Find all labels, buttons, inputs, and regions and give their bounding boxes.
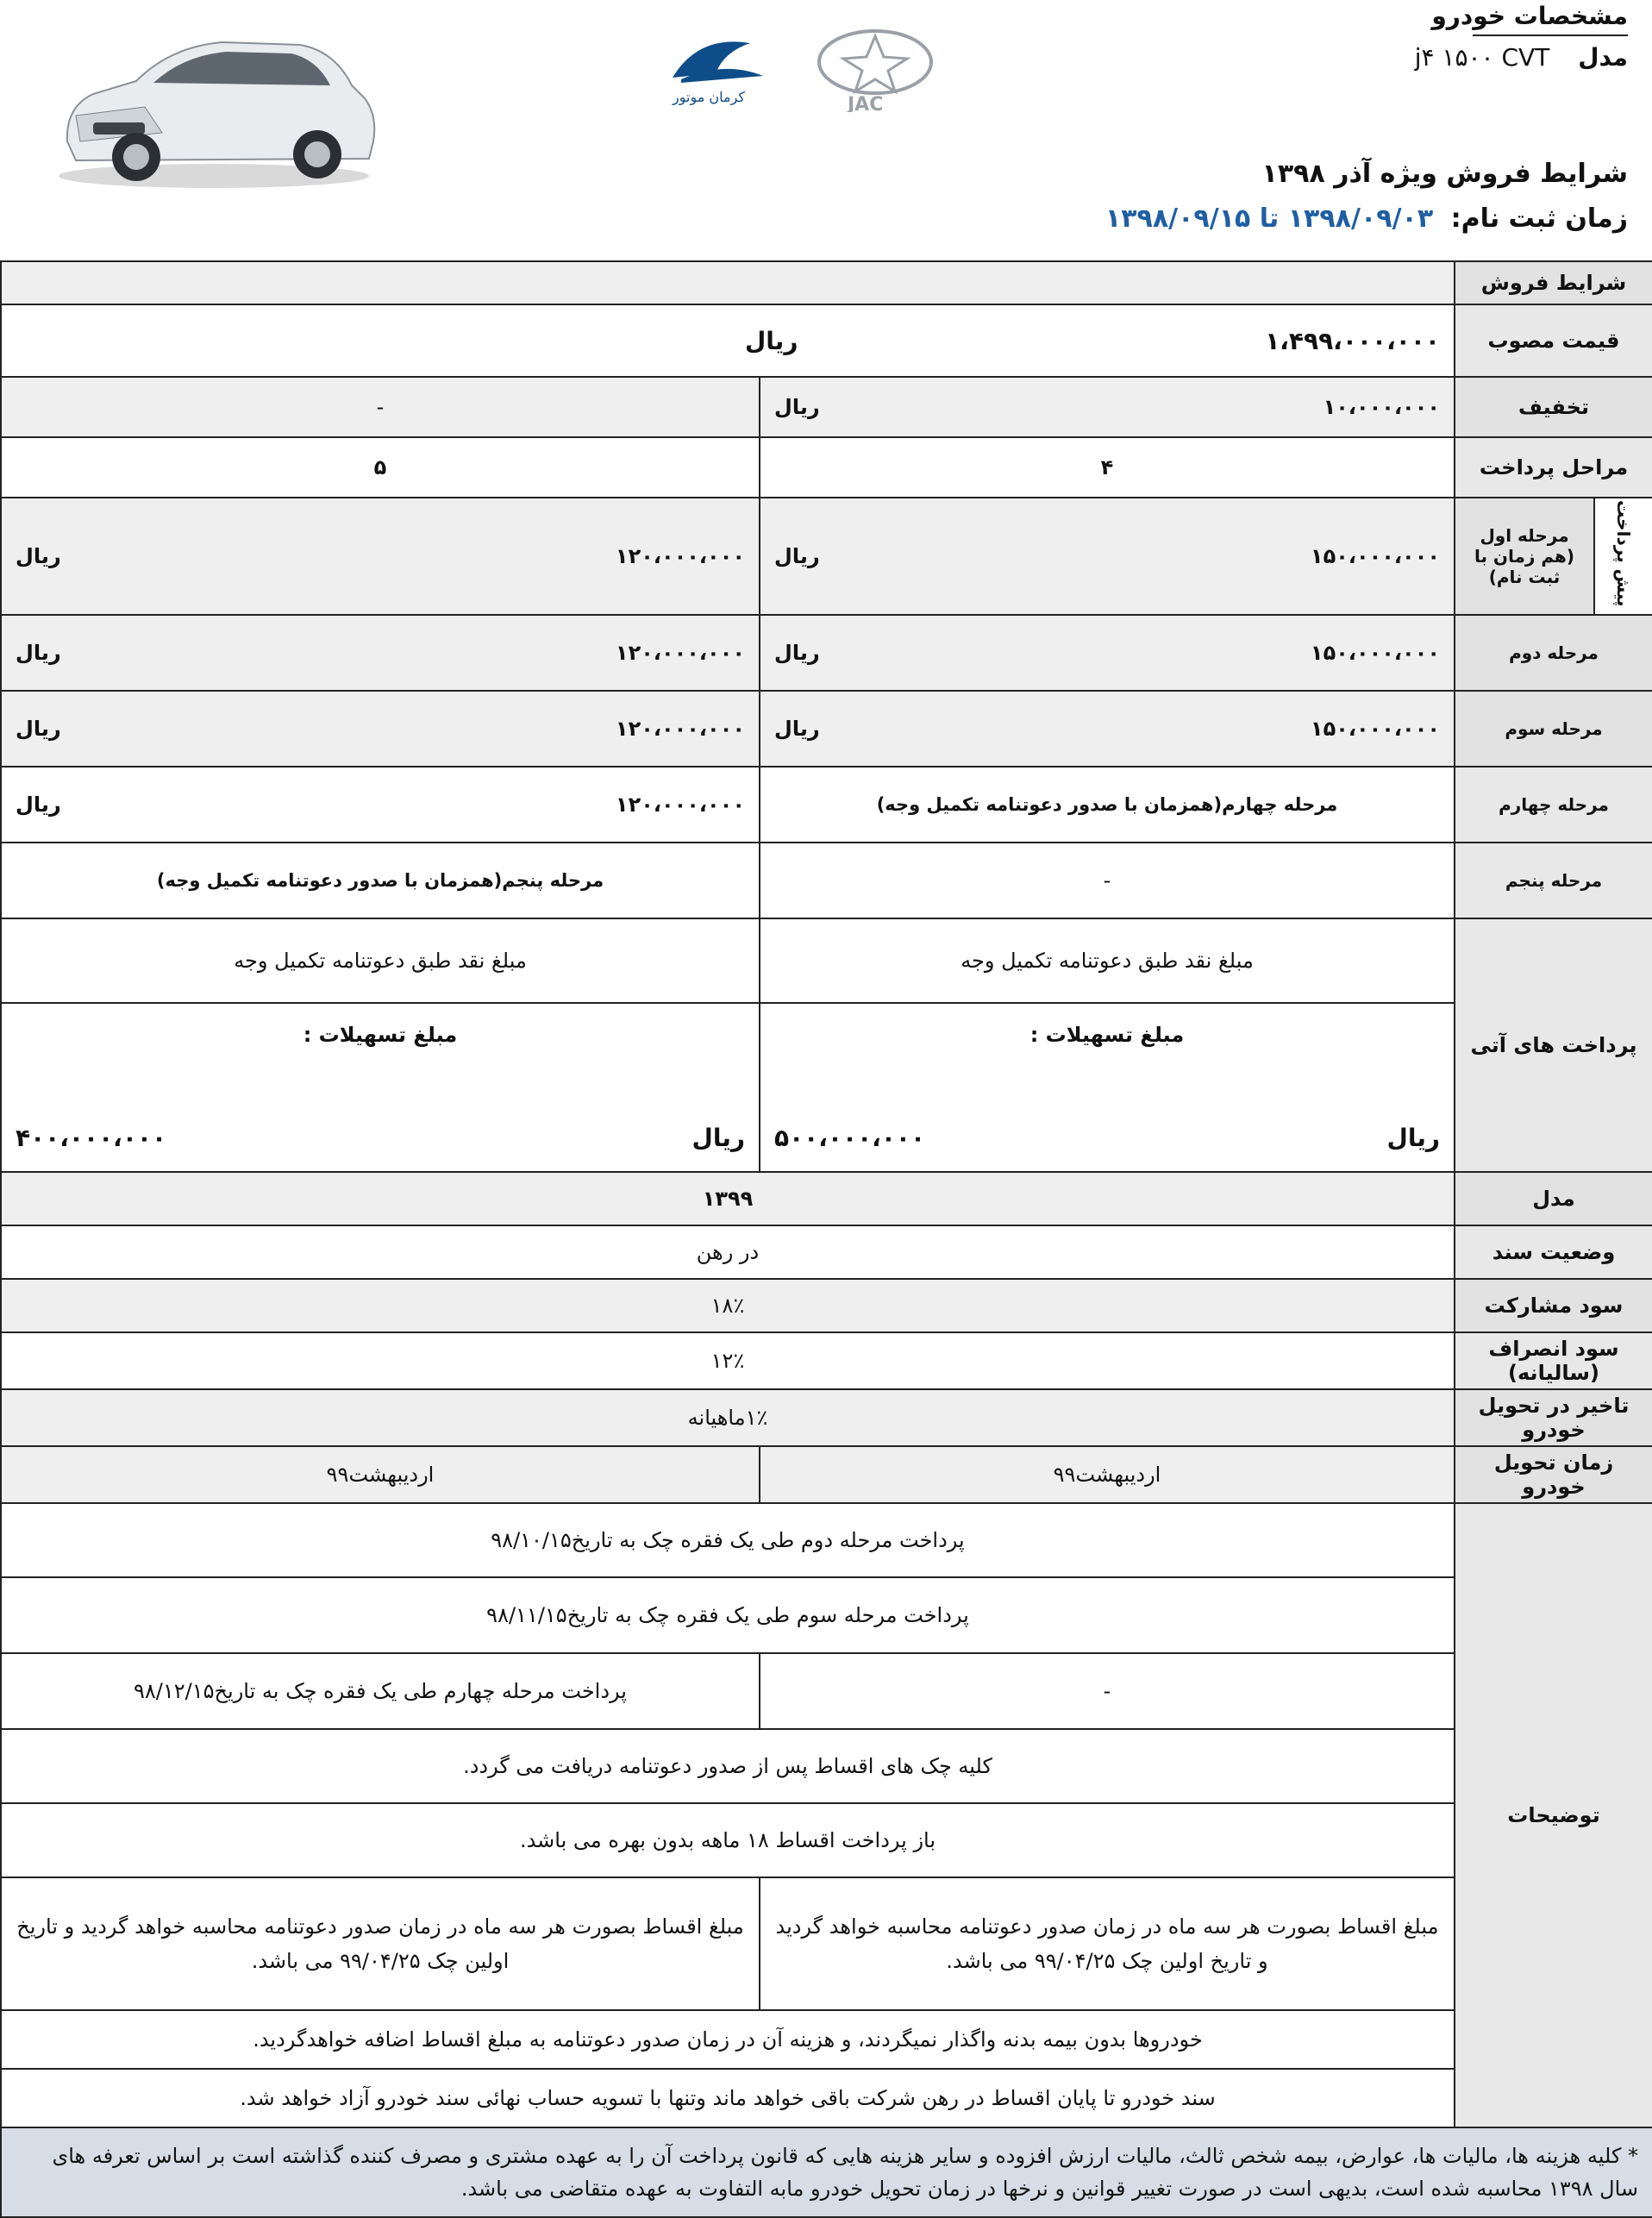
table-row <box>1 2010 1652 2069</box>
note-stage4-b: پرداخت مرحله چهارم طی یک فقره چک به تاریخ۹۸/۱۲/۱۵ <box>1 1653 760 1729</box>
stage4-label: مرحله چهارم <box>1455 767 1652 843</box>
cash-value-b: مبلغ نقد طبق دعوتنامه تکمیل وجه <box>1 918 760 1003</box>
stage4-value-b: ۱۲۰،۰۰۰،۰۰۰ <box>615 792 745 817</box>
table-row <box>1 767 1652 843</box>
table-row <box>1 691 1652 767</box>
price-value: ۱،۴۹۹،۰۰۰،۰۰۰ <box>1265 326 1440 355</box>
facility-cell-a <box>774 1014 1440 1161</box>
stages-value-a: ۴ <box>760 437 1455 498</box>
table-row <box>1 1446 1652 1503</box>
table-row <box>1 498 1652 615</box>
spec-title: مشخصات خودرو <box>1431 2 1628 30</box>
stage5-value-b: مرحله پنجم(همزمان با صدور دعوتنامه تکمیل وجه) <box>1 843 760 918</box>
registration-line <box>1105 204 1628 234</box>
table-row <box>1 1729 1652 1803</box>
stages-value-b: ۵ <box>1 437 760 498</box>
registration-label: زمان ثبت نام: <box>1450 204 1628 234</box>
note-installments-a: مبلغ اقساط بصورت هر سه ماه در زمان صدور دعوتنامه محاسبه خواهد گردید و تاریخ اولین چک ۹۹/۰۴/۲۵ می باشد. <box>760 1877 1455 2010</box>
delivery-time-value-a: اردیبهشت۹۹ <box>760 1446 1455 1503</box>
sale-title: شرایط فروش ویژه آذر ۱۳۹۸ <box>1261 159 1628 189</box>
stage1-label: مرحله اول (هم زمان با ثبت نام) <box>1455 498 1594 615</box>
cancellation-value: ۱۲٪ <box>1 1332 1455 1389</box>
table-row <box>1 437 1652 498</box>
stage2-unit-a: ریال <box>774 640 820 665</box>
dealer-logo-text: کرمان موتور <box>673 89 746 105</box>
table-row <box>1 1279 1652 1332</box>
kerman-motor-logo <box>664 26 940 112</box>
model-label: مدل <box>1578 43 1628 72</box>
document-status-value: در رهن <box>1 1225 1455 1279</box>
table-row <box>1 918 1652 1003</box>
jac-logo <box>819 31 931 112</box>
discount-amount-a <box>774 395 1440 419</box>
stage3-unit-b: ریال <box>16 716 61 741</box>
table-row <box>1 1172 1652 1225</box>
stage2-value-b: ۱۲۰،۰۰۰،۰۰۰ <box>615 640 745 665</box>
table-row <box>1 615 1652 691</box>
stage1-amount-b <box>16 544 745 568</box>
table-row <box>1 377 1652 437</box>
stage1-value-a: ۱۵۰،۰۰۰،۰۰۰ <box>1310 543 1440 568</box>
table-row <box>1 1577 1652 1653</box>
sales-conditions-table <box>0 260 1652 2218</box>
prepayment-vertical-label: پیش پرداخت <box>1613 500 1635 607</box>
delivery-time-value-b: اردیبهشت۹۹ <box>1 1446 760 1503</box>
discount-value-a: ۱۰،۰۰۰،۰۰۰ <box>1323 395 1440 419</box>
stage2-unit-b: ریال <box>16 640 61 665</box>
stage3-amount-a <box>774 717 1440 741</box>
registration-dates: ۱۳۹۸/۰۹/۰۳ تا ۱۳۹۸/۰۹/۱۵ <box>1104 204 1434 234</box>
delivery-delay-label: تاخیر در تحویل خودرو <box>1455 1389 1652 1446</box>
discount-value-b: - <box>1 377 760 437</box>
stage1-amount-a <box>774 544 1440 568</box>
stage3-amount-b <box>16 717 745 741</box>
table-row <box>1 2069 1652 2127</box>
stage1-value-b: ۱۲۰،۰۰۰،۰۰۰ <box>615 543 745 568</box>
note-installments-b: مبلغ اقساط بصورت هر سه ماه در زمان صدور دعوتنامه محاسبه خواهد گردید و تاریخ اولین چک ۹۹/۰۴/۲۵ می باشد. <box>1 1877 760 2010</box>
discount-unit-a: ریال <box>774 395 820 419</box>
delivery-time-label: زمان تحویل خودرو <box>1455 1446 1652 1503</box>
note-checks-received: کلیه چک های اقساط پس از صدور دعوتنامه دریافت می گردد. <box>1 1729 1455 1803</box>
footnote: * کلیه هزینه ها، مالیات ها، عوارض، بیمه شخص ثالث، مالیات ارزش افزوده و سایر هزینه هایی که قانون پرداخت آن را به عهده مشتری و مصرف کننده گذاشته است بر اساس تعرفه های سال ۱۳۹۸ محاسبه شده است، بدیهی است در صورت تغییر قوانین و نرخها در زمان تحویل خودرو مابه التفاوت به عهده متقاضی می باشد. <box>1 2127 1652 2217</box>
facility-unit-a: ریال <box>1386 1123 1440 1152</box>
table-row <box>1 1653 1652 1729</box>
cancellation-label: سود انصراف (سالیانه) <box>1455 1332 1652 1389</box>
stage4-unit-b: ریال <box>16 792 61 817</box>
page-header <box>0 0 1652 259</box>
facility-value-a: ۵۰۰،۰۰۰،۰۰۰ <box>774 1123 926 1152</box>
table-row <box>1 1003 1652 1172</box>
stage4-amount-b <box>16 793 745 817</box>
stage5-label: مرحله پنجم <box>1455 843 1652 918</box>
stage1-unit-a: ریال <box>774 543 820 568</box>
model-line <box>1415 43 1628 72</box>
brand-logos <box>664 26 940 112</box>
facility-unit-b: ریال <box>691 1123 745 1152</box>
note-insurance: خودروها بدون بیمه بدنه واگذار نمیگردند، و هزینه آن در زمان صدور دعوتنامه به مبلغ اقساط اضافه خواهدگردید. <box>1 2010 1455 2069</box>
note-stage2-check: پرداخت مرحله دوم طی یک فقره چک به تاریخ۹۸/۱۰/۱۵ <box>1 1503 1455 1577</box>
price-label: قیمت مصوب <box>1455 304 1652 377</box>
document-status-label: وضعیت سند <box>1455 1225 1652 1279</box>
model-year-label: مدل <box>1455 1172 1652 1225</box>
cash-value-a: مبلغ نقد طبق دعوتنامه تکمیل وجه <box>760 918 1455 1003</box>
note-stage3-check: پرداخت مرحله سوم طی یک فقره چک به تاریخ۹۸/۱۱/۱۵ <box>1 1577 1455 1653</box>
stage2-label: مرحله دوم <box>1455 615 1652 691</box>
stage3-value-b: ۱۲۰،۰۰۰،۰۰۰ <box>615 716 745 741</box>
model-value: j۴ ۱۵۰۰ CVT <box>1414 43 1550 72</box>
price-unit: ریال <box>745 326 798 355</box>
car-image <box>41 12 386 193</box>
future-payments-label: پرداخت های آتی <box>1455 918 1652 1172</box>
spec-underline <box>1473 34 1628 36</box>
stage1-unit-b: ریال <box>16 543 61 568</box>
notes-label: توضیحات <box>1455 1503 1652 2127</box>
section-title: شرایط فروش <box>1455 261 1652 304</box>
profit-label: سود مشارکت <box>1455 1279 1652 1332</box>
price-amount <box>745 327 1440 355</box>
stage3-value-a: ۱۵۰،۰۰۰،۰۰۰ <box>1310 716 1440 741</box>
profit-value: ۱۸٪ <box>1 1279 1455 1332</box>
table-row <box>1 1389 1652 1446</box>
table-row <box>1 1503 1652 1577</box>
facility-label-a: مبلغ تسهیلات : <box>1029 1022 1185 1047</box>
facility-cell-b <box>16 1014 745 1161</box>
note-repayment: باز پرداخت اقساط ۱۸ ماهه بدون بهره می باشد. <box>1 1803 1455 1877</box>
facility-value-b: ۴۰۰،۰۰۰،۰۰۰ <box>16 1123 167 1152</box>
stage5-value-a: - <box>760 843 1455 918</box>
table-row <box>1 1332 1652 1389</box>
stage2-value-a: ۱۵۰،۰۰۰،۰۰۰ <box>1310 640 1440 665</box>
table-row <box>1 1803 1652 1877</box>
table-row <box>1 843 1652 918</box>
stage2-amount-a <box>774 641 1440 665</box>
table-row <box>1 261 1652 304</box>
stage3-label: مرحله سوم <box>1455 691 1652 767</box>
note-stage4-a: - <box>760 1653 1455 1729</box>
table-row <box>1 304 1652 377</box>
delivery-delay-value: ۱٪ماهیانه <box>1 1389 1455 1446</box>
table-row <box>1 2127 1652 2217</box>
stages-label: مراحل پرداخت <box>1455 437 1652 498</box>
stage3-unit-a: ریال <box>774 716 820 741</box>
note-document-release: سند خودرو تا پایان اقساط در رهن شرکت باقی خواهد ماند وتنها با تسویه حساب نهائی سند خودرو آزاد خواهد شد. <box>1 2069 1455 2127</box>
model-year-value: ۱۳۹۹ <box>1 1172 1455 1225</box>
facility-label-b: مبلغ تسهیلات : <box>303 1022 458 1047</box>
stage2-amount-b <box>16 641 745 665</box>
discount-label: تخفیف <box>1455 377 1652 437</box>
stage4-value-a: مرحله چهارم(همزمان با صدور دعوتنامه تکمیل وجه) <box>760 767 1455 843</box>
brand-logo-text: JAC <box>848 94 884 112</box>
table-row <box>1 1877 1652 2010</box>
table-row <box>1 1225 1652 1279</box>
